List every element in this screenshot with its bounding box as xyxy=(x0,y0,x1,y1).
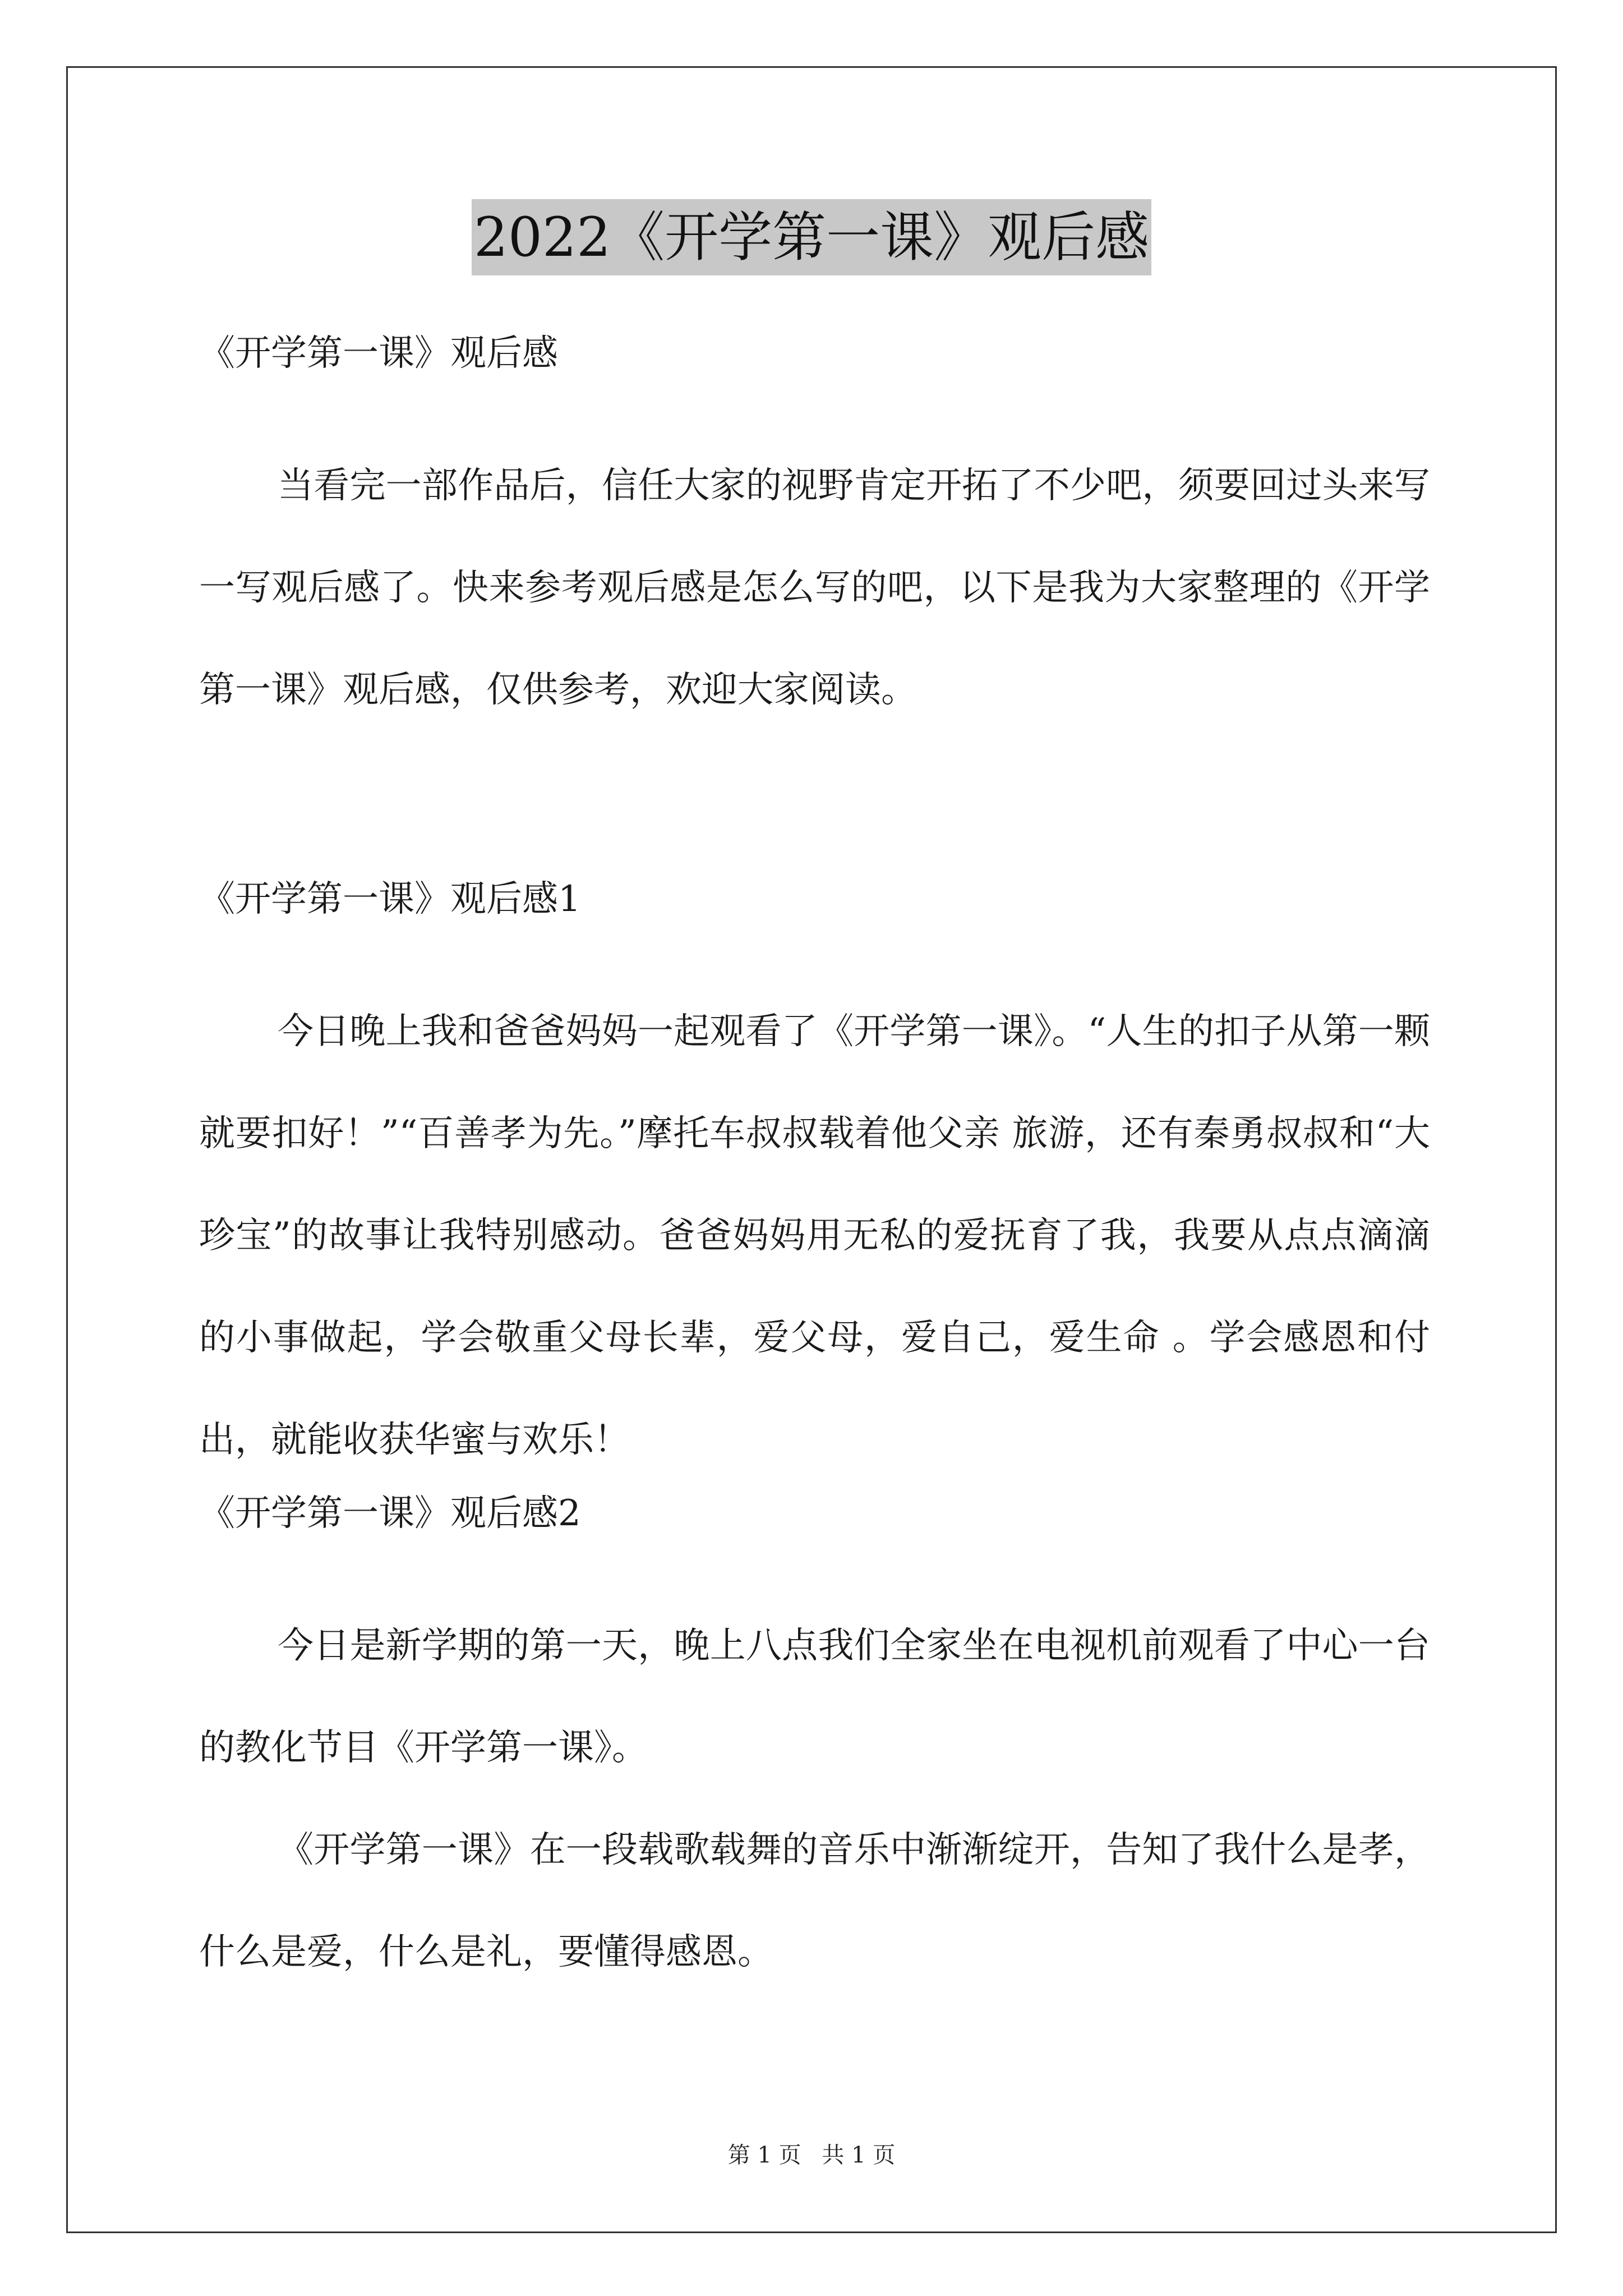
paragraph: 今日是新学期的第一天，晚上八点我们全家坐在电视机前观看了中心一台的教化节目《开学第一课》。 xyxy=(199,1625,1430,1769)
section-heading: 《开学第一课》观后感1 xyxy=(199,878,581,920)
document-body xyxy=(199,331,1430,2003)
section-heading: 《开学第一课》观后感2 xyxy=(199,1493,581,1534)
page-footer xyxy=(0,2137,1623,2169)
paragraph: 当看完一部作品后，信任大家的视野肯定开拓了不少吧，须要回过头来写一写观后感了。快来参考观后感是怎么写的吧，以下是我为大家整理的《开学第一课》观后感，仅供参考，欢迎大家阅读。 xyxy=(199,465,1430,711)
paragraph: 《开学第一课》在一段载歌载舞的音乐中渐渐绽开，告知了我什么是孝，什么是爱，什么是礼，要懂得感恩。 xyxy=(199,1829,1430,1973)
paragraph-block xyxy=(199,435,1430,741)
paragraph: 今日晚上我和爸爸妈妈一起观看了《开学第一课》。“人生的扣子从第一颗就要扣好！”“百善孝为先。”摩托车叔叔载着他父亲 旅游，还有秦勇叔叔和“大珍宝”的故事让我特别感动。爸爸妈妈用无私的爱抚育了我，我要从点点滴滴的小事做起，学会敬重父母长辈，爱父母，爱自己，爱生命 。学会感恩和付出，就能收获华蜜与欢乐！ xyxy=(199,1011,1430,1461)
paragraph-block xyxy=(199,1595,1430,2003)
page-total: 共 1 页 xyxy=(822,2142,896,2168)
page-number: 第 1 页 xyxy=(727,2142,801,2168)
paragraph-block xyxy=(199,981,1430,1491)
title-container xyxy=(0,199,1623,275)
document-title: 2022《开学第一课》观后感 xyxy=(472,199,1151,275)
section-heading: 《开学第一课》观后感 xyxy=(199,333,558,374)
